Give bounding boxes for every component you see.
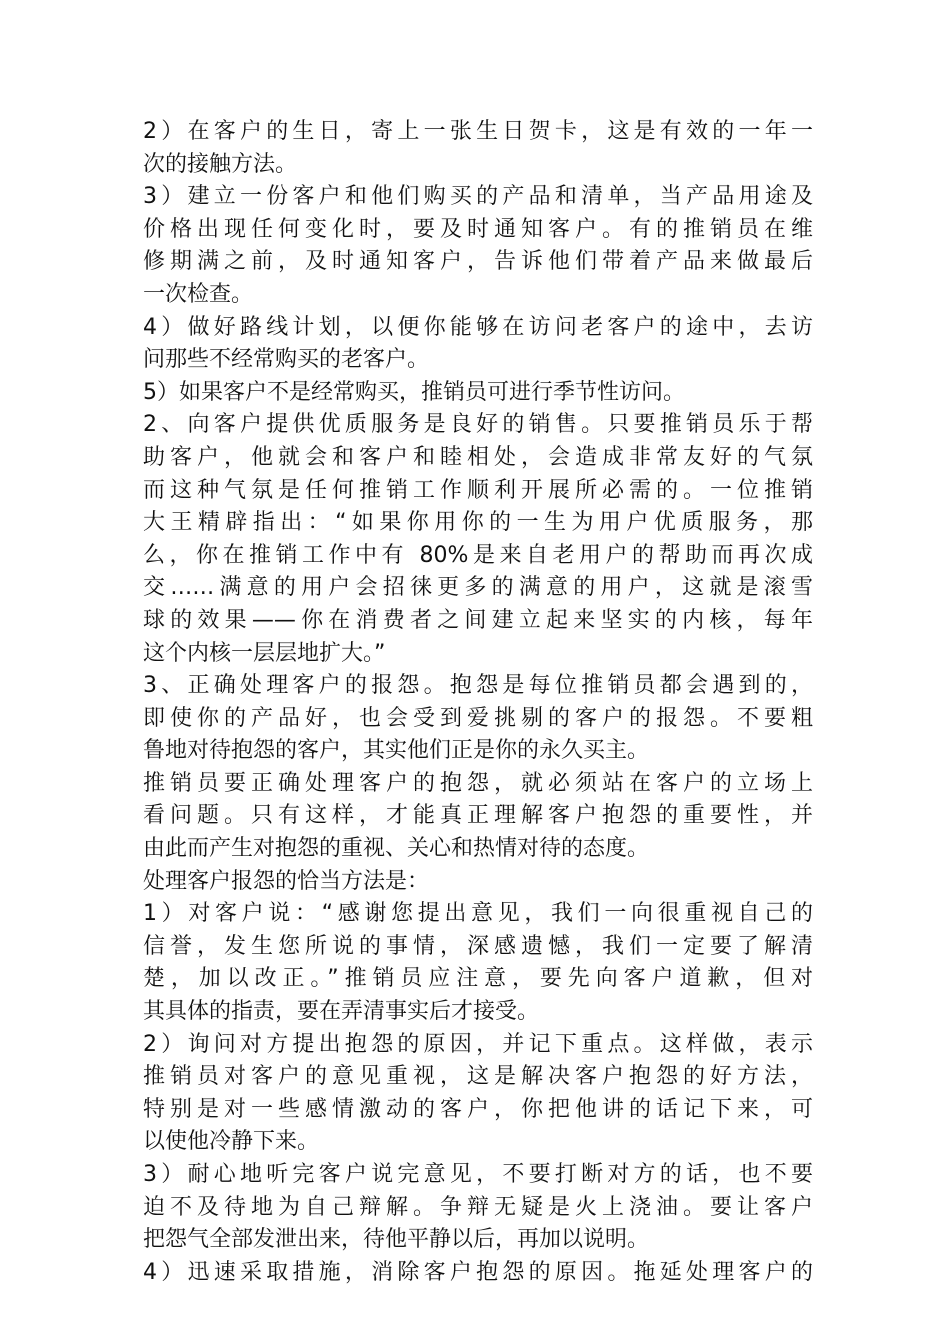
text-line: 次的接触方法。 bbox=[143, 151, 298, 177]
text-line: 1）对客户说：“感谢您提出意见，我们一向很重视自己的 bbox=[143, 901, 813, 927]
text-line: 由此而产生对抱怨的重视、关心和热情对待的态度。 bbox=[143, 836, 650, 862]
text-line: 3、正确处理客户的报怨。抱怨是每位推销员都会遇到的， bbox=[143, 673, 813, 699]
text-line: 即使你的产品好，也会受到爱挑剔的客户的报怨。不要粗 bbox=[143, 705, 813, 731]
text-line: 3）建立一份客户和他们购买的产品和清单，当产品用途及 bbox=[143, 184, 813, 210]
text-line: 么，你在推销工作中有 80%是来自老用户的帮助而再次成 bbox=[143, 542, 813, 568]
text-line: 4）做好路线计划，以便你能够在访问老客户的途中，去访 bbox=[143, 314, 813, 340]
text-line: 迫不及待地为自己辩解。争辩无疑是火上浇油。要让客户 bbox=[143, 1194, 813, 1220]
text-line: 推销员要正确处理客户的抱怨，就必须站在客户的立场上 bbox=[143, 770, 813, 796]
text-line: 特别是对一些感情激动的客户，你把他讲的话记下来，可 bbox=[143, 1096, 813, 1122]
text-line: 把怨气全部发泄出来，待他平静以后，再加以说明。 bbox=[143, 1227, 650, 1253]
text-line: 4）迅速采取措施，消除客户抱怨的原因。拖延处理客户的 bbox=[143, 1259, 813, 1285]
text-line: 修期满之前，及时通知客户，告诉他们带着产品来做最后 bbox=[143, 249, 813, 275]
text-line: 3）耐心地听完客户说完意见，不要打断对方的话，也不要 bbox=[143, 1162, 813, 1187]
text-line: 助客户，他就会和客户和睦相处，会造成非常友好的气氛 bbox=[143, 444, 813, 470]
text-line: 5）如果客户不是经常购买，推销员可进行季节性访问。 bbox=[143, 379, 685, 405]
text-line: 鲁地对待抱怨的客户，其实他们正是你的永久买主。 bbox=[143, 738, 650, 764]
text-line: 信誉，发生您所说的事情，深感遗憾，我们一定要了解清 bbox=[143, 933, 813, 959]
text-line: 价格出现任何变化时，要及时通知客户。有的推销员在维 bbox=[143, 216, 813, 242]
text-line: 交……满意的用户会招徕更多的满意的用户，这就是滚雪 bbox=[143, 575, 813, 601]
text-line: 2、向客户提供优质服务是良好的销售。只要推销员乐于帮 bbox=[143, 412, 813, 438]
text-line: 以使他冷静下来。 bbox=[143, 1129, 320, 1155]
text-line: 大王精辟指出：“如果你用你的一生为用户优质服务，那 bbox=[143, 510, 813, 536]
text-line: 2）询问对方提出抱怨的原因，并记下重点。这样做，表示 bbox=[143, 1031, 813, 1057]
text-line: 球的效果——你在消费者之间建立起来坚实的内核，每年 bbox=[143, 607, 813, 633]
document-body bbox=[143, 116, 813, 1289]
text-line: 一次检查。 bbox=[143, 281, 254, 307]
text-line: 处理客户报怨的恰当方法是： bbox=[143, 868, 430, 894]
text-line: 而这种气氛是任何推销工作顺利开展所必需的。一位推销 bbox=[143, 477, 813, 503]
text-line: 看问题。只有这样，才能真正理解客户抱怨的重要性，并 bbox=[143, 803, 813, 829]
text-line: 推销员对客户的意见重视，这是解决客户抱怨的好方法， bbox=[143, 1064, 813, 1090]
text-line: 2）在客户的生日，寄上一张生日贺卡，这是有效的一年一 bbox=[143, 119, 813, 144]
text-line: 其具体的指责，要在弄清事实后才接受。 bbox=[143, 999, 540, 1025]
text-line: 问那些不经常购买的老客户。 bbox=[143, 347, 430, 373]
text-line: 楚，加以改正。”推销员应注意，要先向客户道歉，但对 bbox=[143, 966, 813, 992]
text-line: 这个内核一层层地扩大。” bbox=[143, 640, 386, 666]
